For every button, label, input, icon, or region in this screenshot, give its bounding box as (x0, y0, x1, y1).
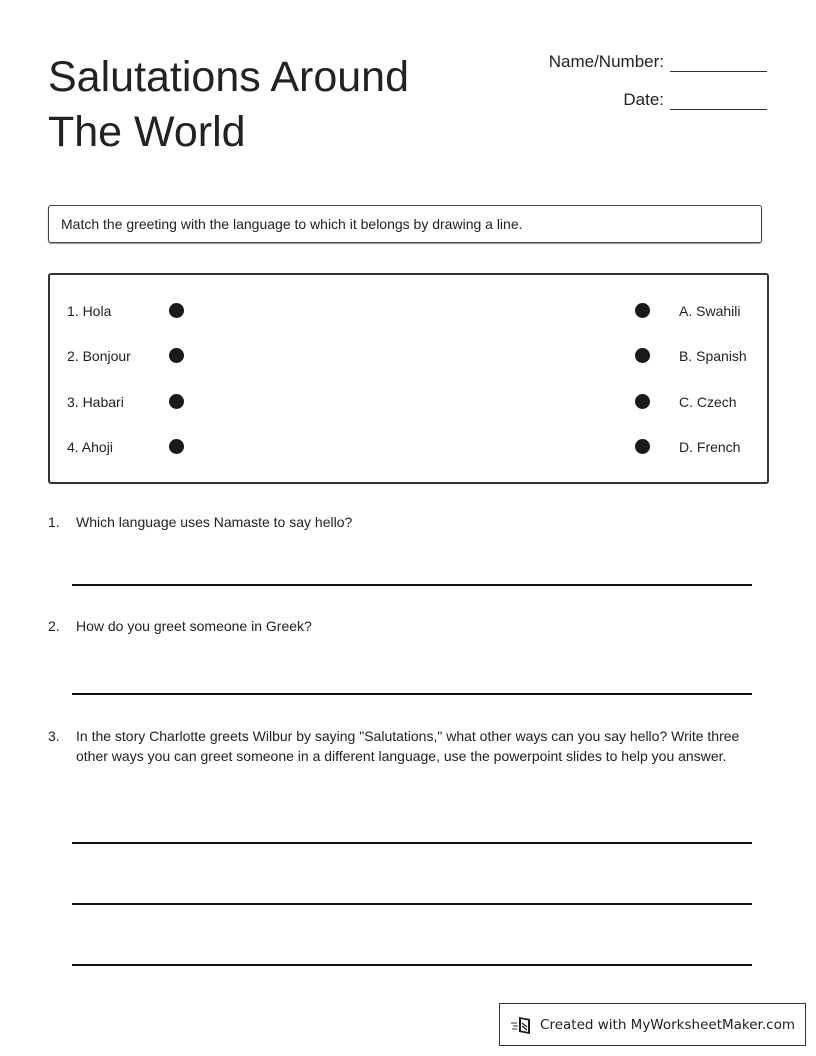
right-dot-icon[interactable] (635, 303, 650, 318)
footer-label: Created with MyWorksheetMaker.com (540, 1016, 795, 1033)
right-dot-icon[interactable] (635, 348, 650, 363)
left-dot-icon[interactable] (169, 303, 184, 318)
question-text: Which language uses Namaste to say hello? (76, 514, 353, 530)
language-item: C. Czech (679, 394, 737, 410)
greeting-item: 3. Habari (67, 394, 124, 410)
match-row (50, 301, 767, 321)
left-dot-icon[interactable] (169, 439, 184, 454)
title-line-2: The World (48, 108, 246, 156)
question-number: 1. (48, 514, 60, 530)
question-2 (48, 616, 768, 636)
question-number: 3. (48, 728, 60, 744)
date-label: Date: (623, 90, 664, 109)
right-dot-icon[interactable] (635, 439, 650, 454)
answer-line[interactable] (72, 903, 752, 905)
question-1 (48, 512, 768, 532)
name-field (549, 52, 767, 72)
language-item: A. Swahili (679, 303, 741, 319)
instructions-box: Match the greeting with the language to which it belongs by drawing a line. (48, 205, 762, 243)
greeting-item: 1. Hola (67, 303, 112, 319)
right-dot-icon[interactable] (635, 394, 650, 409)
title-line-1: Salutations Around (48, 53, 409, 101)
match-row (50, 437, 767, 457)
question-text: How do you greet someone in Greek? (76, 618, 312, 634)
answer-line[interactable] (72, 964, 752, 966)
language-item: D. French (679, 439, 741, 455)
name-label: Name/Number: (548, 52, 664, 71)
date-blank[interactable] (670, 91, 767, 110)
worksheet-maker-logo-icon (510, 1015, 534, 1035)
page-title (48, 50, 468, 160)
name-blank[interactable] (670, 53, 767, 72)
greeting-item: 4. Ahoji (67, 439, 113, 455)
answer-line[interactable] (72, 693, 752, 695)
footer-badge[interactable] (499, 1003, 806, 1046)
question-number: 2. (48, 618, 60, 634)
answer-line[interactable] (72, 584, 752, 586)
language-item: B. Spanish (679, 348, 747, 364)
greeting-item: 2. Bonjour (67, 348, 131, 364)
date-field (623, 90, 767, 110)
match-row (50, 346, 767, 366)
question-3 (48, 726, 768, 766)
answer-line[interactable] (72, 842, 752, 844)
question-text: In the story Charlotte greets Wilbur by saying "Salutations," what other ways can you say hello? Write three other ways you can greet someone in a different language, use the powerpoint slides to help you answer. (76, 728, 740, 764)
left-dot-icon[interactable] (169, 348, 184, 363)
left-dot-icon[interactable] (169, 394, 184, 409)
match-row (50, 392, 767, 412)
matching-box (48, 273, 769, 484)
